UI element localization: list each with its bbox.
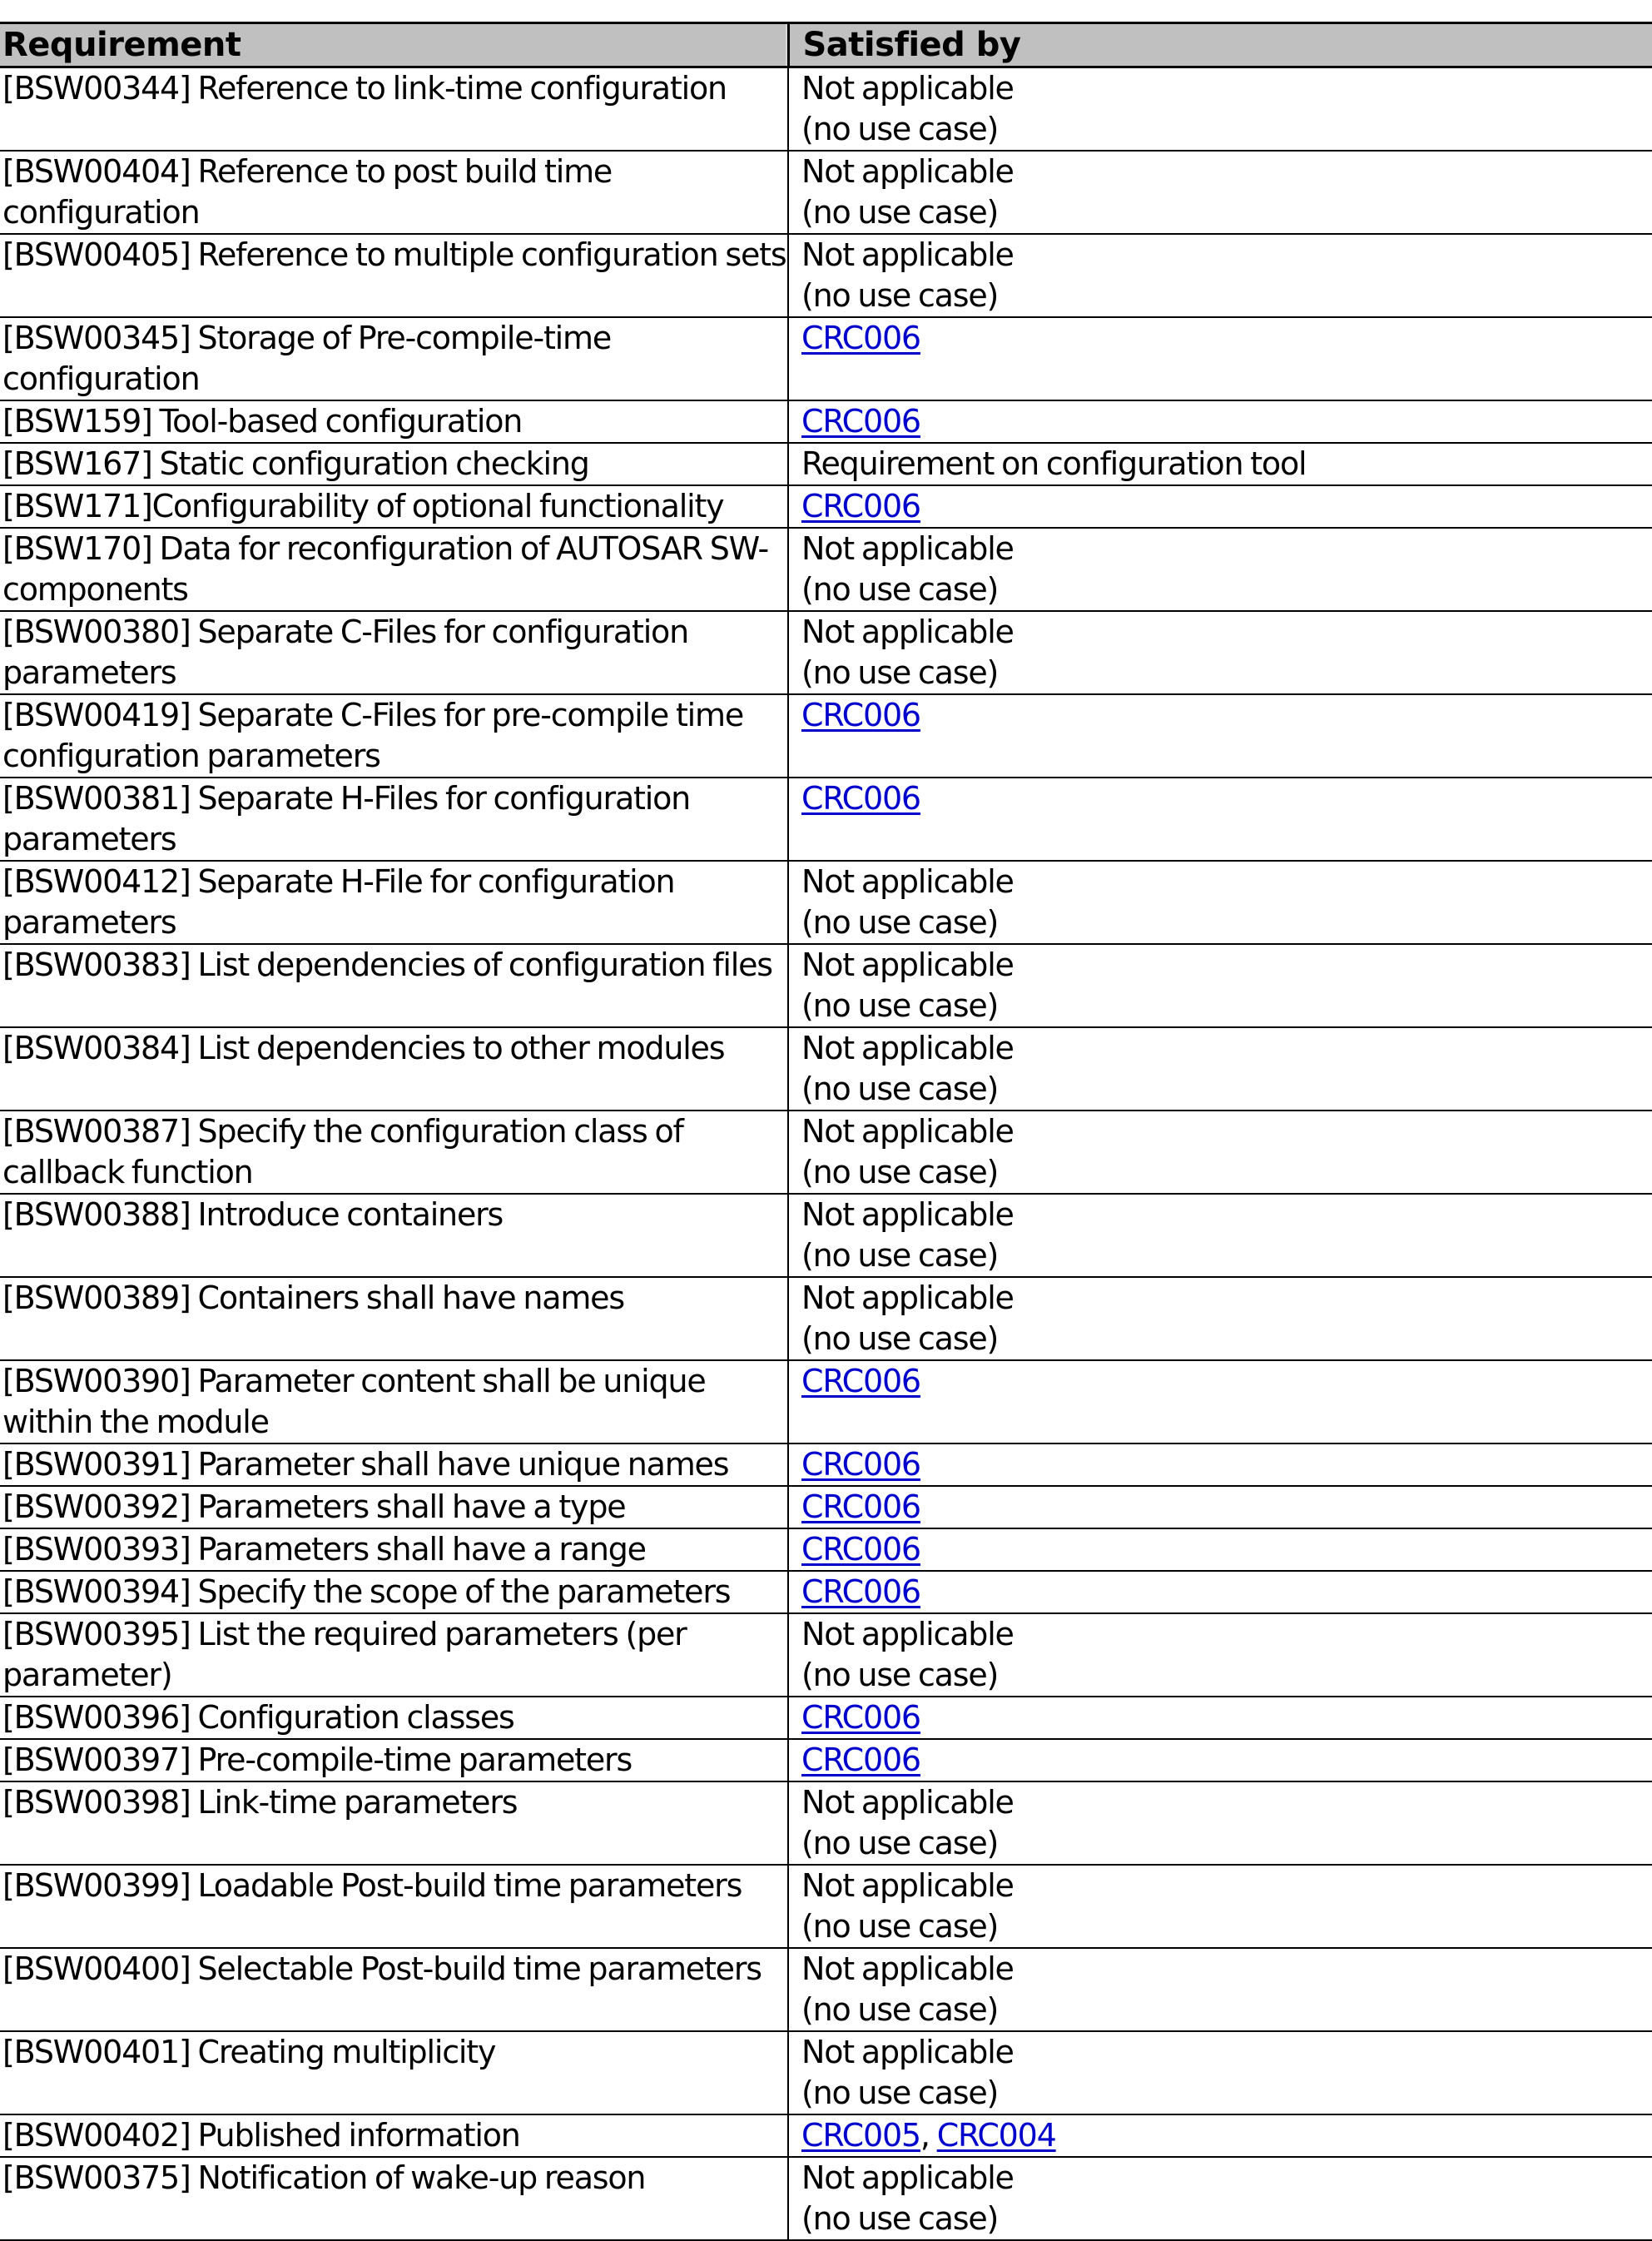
- satisfied-by-text: (no use case): [801, 654, 999, 691]
- satisfied-by-cell: [788, 1027, 1652, 1111]
- table-row: [0, 1277, 1652, 1360]
- satisfied-by-cell: [788, 1360, 1652, 1443]
- satisfied-by-cell: [788, 234, 1652, 317]
- satisfied-by-cell: [788, 944, 1652, 1027]
- satisfied-by-text: Not applicable: [801, 947, 1014, 983]
- link-separator: ,: [920, 2117, 937, 2154]
- table-row: [0, 694, 1652, 778]
- satisfied-by-text: Not applicable: [801, 1280, 1014, 1316]
- satisfied-by-links: [801, 401, 1652, 442]
- satisfied-by-cell: [788, 2031, 1652, 2114]
- table-row: [0, 1443, 1652, 1486]
- table-row: [0, 1739, 1652, 1781]
- requirement-cell: [BSW00380] Separate C-Files for configuration parameters: [0, 611, 788, 694]
- table-row: [0, 778, 1652, 861]
- table-header-row: [0, 23, 1652, 67]
- satisfied-by-text: Not applicable: [801, 1616, 1014, 1652]
- table-row: [0, 1865, 1652, 1948]
- crc-reference-link[interactable]: CRC006: [801, 488, 920, 524]
- satisfied-by-cell: [788, 1781, 1652, 1865]
- requirements-traceability-table: [0, 22, 1652, 2241]
- requirement-cell: [BSW00390] Parameter content shall be unique within the module: [0, 1360, 788, 1443]
- satisfied-by-links: [801, 318, 1652, 359]
- satisfied-by-links: [801, 1487, 1652, 1528]
- crc-reference-link[interactable]: CRC004: [936, 2117, 1056, 2154]
- satisfied-by-text: (no use case): [801, 194, 999, 231]
- satisfied-by-cell: [788, 1697, 1652, 1739]
- header-requirement: Requirement: [0, 23, 788, 67]
- crc-reference-link[interactable]: CRC006: [801, 1363, 920, 1399]
- crc-reference-link[interactable]: CRC006: [801, 320, 920, 356]
- table-row: [0, 1027, 1652, 1111]
- satisfied-by-links: [801, 1529, 1652, 1570]
- requirement-cell: [BSW00383] List dependencies of configuration files: [0, 944, 788, 1027]
- satisfied-by-cell: [788, 1277, 1652, 1360]
- table-row: [0, 443, 1652, 485]
- satisfied-by-cell: [788, 67, 1652, 152]
- requirement-cell: [BSW00396] Configuration classes: [0, 1697, 788, 1739]
- satisfied-by-cell: [788, 611, 1652, 694]
- requirement-cell: [BSW00402] Published information: [0, 2114, 788, 2157]
- requirement-cell: [BSW00389] Containers shall have names: [0, 1277, 788, 1360]
- table-row: [0, 1571, 1652, 1613]
- satisfied-by-text: Not applicable: [801, 530, 1014, 567]
- crc-reference-link[interactable]: CRC006: [801, 1742, 920, 1778]
- requirement-cell: [BSW00412] Separate H-File for configuration parameters: [0, 861, 788, 944]
- requirement-cell: [BSW00387] Specify the configuration class of callback function: [0, 1111, 788, 1194]
- table-row: [0, 485, 1652, 528]
- satisfied-by-text: (no use case): [801, 1991, 999, 2028]
- requirements-traceability-table-wrapper: [0, 22, 1652, 2241]
- table-row: [0, 1781, 1652, 1865]
- crc-reference-link[interactable]: CRC006: [801, 1488, 920, 1525]
- satisfied-by-cell: [788, 861, 1652, 944]
- requirement-cell: [BSW00399] Loadable Post-build time parameters: [0, 1865, 788, 1948]
- requirement-cell: [BSW170] Data for reconfiguration of AUTOSAR SW-components: [0, 528, 788, 611]
- header-satisfied-by: Satisfied by: [788, 23, 1652, 67]
- crc-reference-link[interactable]: CRC006: [801, 403, 920, 440]
- requirement-cell: [BSW00400] Selectable Post-build time parameters: [0, 1948, 788, 2031]
- satisfied-by-text: Not applicable: [801, 2159, 1014, 2196]
- crc-reference-link[interactable]: CRC006: [801, 697, 920, 733]
- requirement-cell: [BSW00381] Separate H-Files for configuration parameters: [0, 778, 788, 861]
- table-row: [0, 944, 1652, 1027]
- table-row: [0, 1613, 1652, 1697]
- satisfied-by-text: (no use case): [801, 2075, 999, 2111]
- satisfied-by-cell: [788, 528, 1652, 611]
- requirement-cell: [BSW00394] Specify the scope of the parameters: [0, 1571, 788, 1613]
- satisfied-by-cell: [788, 2114, 1652, 2157]
- satisfied-by-text: Not applicable: [801, 614, 1014, 650]
- table-row: [0, 528, 1652, 611]
- crc-reference-link[interactable]: CRC005: [801, 2117, 920, 2154]
- satisfied-by-text: (no use case): [801, 1071, 999, 1107]
- requirement-cell: [BSW00344] Reference to link-time configuration: [0, 67, 788, 152]
- satisfied-by-text: (no use case): [801, 1825, 999, 1861]
- satisfied-by-links: [801, 1361, 1652, 1402]
- satisfied-by-text: Not applicable: [801, 863, 1014, 900]
- table-row: [0, 2031, 1652, 2114]
- requirement-cell: [BSW167] Static configuration checking: [0, 443, 788, 485]
- satisfied-by-text: Not applicable: [801, 1950, 1014, 1987]
- requirement-cell: [BSW00388] Introduce containers: [0, 1194, 788, 1277]
- satisfied-by-cell: [788, 1528, 1652, 1571]
- requirement-cell: [BSW00405] Reference to multiple configuration sets: [0, 234, 788, 317]
- requirement-cell: [BSW171]Configurability of optional functionality: [0, 485, 788, 528]
- satisfied-by-cell: [788, 1865, 1652, 1948]
- satisfied-by-cell: [788, 1443, 1652, 1486]
- satisfied-by-text: (no use case): [801, 1320, 999, 1357]
- satisfied-by-cell: [788, 1739, 1652, 1781]
- satisfied-by-cell: [788, 485, 1652, 528]
- satisfied-by-cell: [788, 317, 1652, 400]
- table-row: [0, 861, 1652, 944]
- requirement-cell: [BSW00404] Reference to post build time configuration: [0, 151, 788, 234]
- table-row: [0, 1194, 1652, 1277]
- requirement-cell: [BSW00395] List the required parameters (per parameter): [0, 1613, 788, 1697]
- satisfied-by-cell: [788, 1486, 1652, 1528]
- satisfied-by-text: (no use case): [801, 987, 999, 1024]
- satisfied-by-text: Not applicable: [801, 1113, 1014, 1150]
- requirement-cell: [BSW00375] Notification of wake-up reason: [0, 2157, 788, 2240]
- satisfied-by-text: Not applicable: [801, 1196, 1014, 1233]
- satisfied-by-text: (no use case): [801, 1657, 999, 1693]
- requirement-cell: [BSW00345] Storage of Pre-compile-time configuration: [0, 317, 788, 400]
- satisfied-by-cell: [788, 151, 1652, 234]
- satisfied-by-cell: [788, 778, 1652, 861]
- satisfied-by-cell: [788, 1613, 1652, 1697]
- crc-reference-link[interactable]: CRC006: [801, 1446, 920, 1483]
- satisfied-by-text: (no use case): [801, 1908, 999, 1945]
- satisfied-by-text: Not applicable: [801, 2034, 1014, 2070]
- satisfied-by-text: (no use case): [801, 111, 999, 147]
- satisfied-by-text: (no use case): [801, 1237, 999, 1274]
- satisfied-by-cell: [788, 400, 1652, 443]
- requirement-cell: [BSW159] Tool-based configuration: [0, 400, 788, 443]
- requirement-cell: [BSW00398] Link-time parameters: [0, 1781, 788, 1865]
- satisfied-by-text: Not applicable: [801, 70, 1014, 107]
- table-body: [0, 67, 1652, 2241]
- satisfied-by-text: (no use case): [801, 571, 999, 608]
- satisfied-by-cell: [788, 1571, 1652, 1613]
- table-row: [0, 1111, 1652, 1194]
- table-row: [0, 67, 1652, 152]
- satisfied-by-links: [801, 1444, 1652, 1485]
- table-row: [0, 317, 1652, 400]
- table-row: [0, 1697, 1652, 1739]
- satisfied-by-text: (no use case): [801, 2200, 999, 2237]
- table-row: [0, 1528, 1652, 1571]
- satisfied-by-links: [801, 2115, 1652, 2156]
- table-row: [0, 234, 1652, 317]
- satisfied-by-cell: [788, 1194, 1652, 1277]
- satisfied-by-links: [801, 1740, 1652, 1781]
- satisfied-by-text: Not applicable: [801, 1784, 1014, 1821]
- table-row: [0, 611, 1652, 694]
- satisfied-by-text: (no use case): [801, 277, 999, 314]
- requirement-cell: [BSW00397] Pre-compile-time parameters: [0, 1739, 788, 1781]
- satisfied-by-text: (no use case): [801, 904, 999, 941]
- table-row: [0, 1486, 1652, 1528]
- satisfied-by-cell: [788, 443, 1652, 485]
- satisfied-by-cell: [788, 694, 1652, 778]
- satisfied-by-links: [801, 1572, 1652, 1612]
- crc-reference-link[interactable]: CRC006: [801, 1531, 920, 1568]
- satisfied-by-text: Not applicable: [801, 1030, 1014, 1066]
- table-row: [0, 2157, 1652, 2240]
- satisfied-by-links: [801, 1697, 1652, 1738]
- satisfied-by-text: (no use case): [801, 1154, 999, 1190]
- satisfied-by-cell: [788, 2157, 1652, 2240]
- satisfied-by-text: Not applicable: [801, 153, 1014, 190]
- satisfied-by-cell: [788, 1948, 1652, 2031]
- satisfied-by-links: [801, 695, 1652, 736]
- satisfied-by-links: [801, 778, 1652, 819]
- requirement-cell: [BSW00384] List dependencies to other modules: [0, 1027, 788, 1111]
- crc-reference-link[interactable]: CRC006: [801, 1573, 920, 1610]
- satisfied-by-text: Not applicable: [801, 1867, 1014, 1904]
- satisfied-by-text: Not applicable: [801, 236, 1014, 273]
- satisfied-by-links: [801, 486, 1652, 527]
- table-row: [0, 1948, 1652, 2031]
- satisfied-by-text: Requirement on configuration tool: [801, 445, 1307, 482]
- requirement-cell: [BSW00401] Creating multiplicity: [0, 2031, 788, 2114]
- table-row: [0, 400, 1652, 443]
- table-row: [0, 1360, 1652, 1443]
- requirement-cell: [BSW00392] Parameters shall have a type: [0, 1486, 788, 1528]
- requirement-cell: [BSW00393] Parameters shall have a range: [0, 1528, 788, 1571]
- table-row: [0, 2114, 1652, 2157]
- requirement-cell: [BSW00419] Separate C-Files for pre-compile time configuration parameters: [0, 694, 788, 778]
- crc-reference-link[interactable]: CRC006: [801, 780, 920, 817]
- crc-reference-link[interactable]: CRC006: [801, 1699, 920, 1736]
- satisfied-by-cell: [788, 1111, 1652, 1194]
- table-row: [0, 151, 1652, 234]
- requirement-cell: [BSW00391] Parameter shall have unique names: [0, 1443, 788, 1486]
